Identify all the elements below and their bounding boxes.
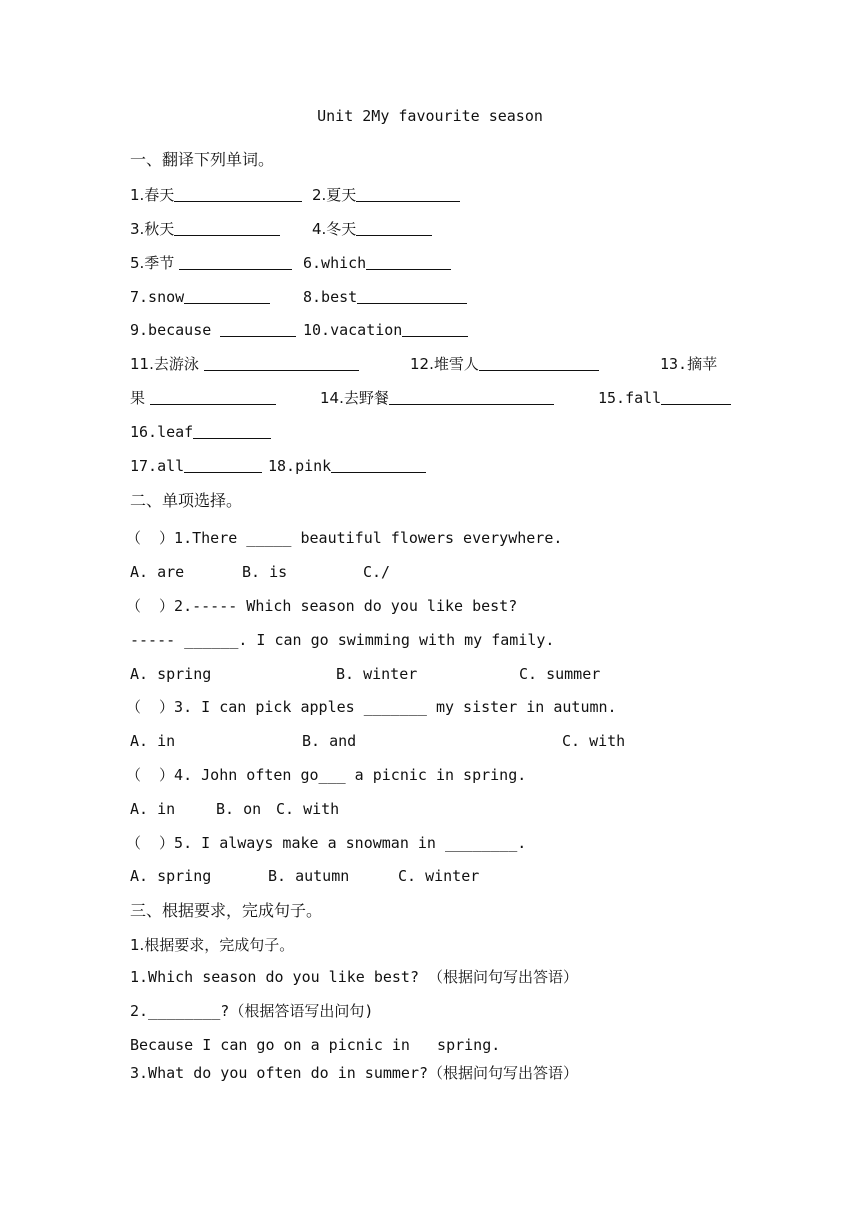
q4-option-c: C. with: [276, 800, 340, 818]
vocab-item-15: 15.fall: [598, 388, 731, 408]
q2-option-a: A. spring: [130, 665, 212, 683]
q3-option-b: B. and: [302, 732, 357, 750]
question-2: （ ）2.----- Which season do you like best?: [126, 597, 518, 615]
vocab-item-2: 2.夏天: [312, 185, 460, 205]
q2-option-b: B. winter: [336, 665, 418, 683]
vocab-item-5: 5.季节: [130, 253, 292, 273]
vocab-item-17: 17.all: [130, 456, 262, 476]
vocab-item-1: 1.春天: [130, 185, 302, 205]
q4-option-b: B. on: [216, 800, 262, 818]
q5-option-b: B. autumn: [268, 867, 350, 885]
question-3: （ ）3. I can pick apples _______ my sister in autumn.: [126, 698, 617, 716]
sentence-2: 2.________?（根据答语写出问句): [130, 1002, 374, 1020]
vocab-item-4: 4.冬天: [312, 219, 432, 239]
question-1: （ ）1.There _____ beautiful flowers everywhere.: [126, 529, 563, 547]
section3-subheading: 1.根据要求，完成句子。: [130, 936, 295, 954]
q1-option-a: A. are: [130, 563, 185, 581]
vocab-item-7: 7.snow: [130, 287, 270, 307]
sentence-2-answer: Because I can go on a picnic in spring.: [130, 1036, 501, 1054]
q3-option-a: A. in: [130, 732, 176, 750]
question-2-reply: ----- ______. I can go swimming with my family.: [130, 631, 555, 649]
section2-heading: 二、单项选择。: [130, 491, 243, 510]
vocab-item-9: 9.because: [130, 320, 296, 340]
section1-heading: 一、翻译下列单词。: [130, 150, 275, 169]
vocab-item-16: 16.leaf: [130, 422, 271, 442]
q3-option-c: C. with: [562, 732, 626, 750]
vocab-item-3: 3.秋天: [130, 219, 280, 239]
q1-option-b: B. is: [242, 563, 288, 581]
vocab-item-6: 6.which: [303, 253, 451, 273]
vocab-item-10: 10.vacation: [303, 320, 468, 340]
vocab-item-11: 11.去游泳: [130, 354, 359, 374]
q1-option-c: C./: [363, 563, 391, 581]
q2-option-c: C. summer: [519, 665, 601, 683]
sentence-3: 3.What do you often do in summer?（根据问句写出答语）: [130, 1064, 579, 1082]
vocab-item-8: 8.best: [303, 287, 467, 307]
page-title: Unit 2My favourite season: [317, 107, 543, 125]
question-4: （ ）4. John often go___ a picnic in spring.: [126, 766, 527, 784]
vocab-item-13: 13.摘苹: [660, 355, 718, 373]
vocab-item-13-cont: 果: [130, 388, 276, 408]
q5-option-c: C. winter: [398, 867, 480, 885]
q5-option-a: A. spring: [130, 867, 212, 885]
vocab-item-12: 12.堆雪人: [410, 354, 599, 374]
sentence-1: 1.Which season do you like best? （根据问句写出答语）: [130, 968, 579, 986]
section3-heading: 三、根据要求，完成句子。: [130, 901, 323, 920]
vocab-item-14: 14.去野餐: [320, 388, 554, 408]
question-5: （ ）5. I always make a snowman in ________.: [126, 834, 527, 852]
vocab-item-18: 18.pink: [268, 456, 426, 476]
q4-option-a: A. in: [130, 800, 176, 818]
